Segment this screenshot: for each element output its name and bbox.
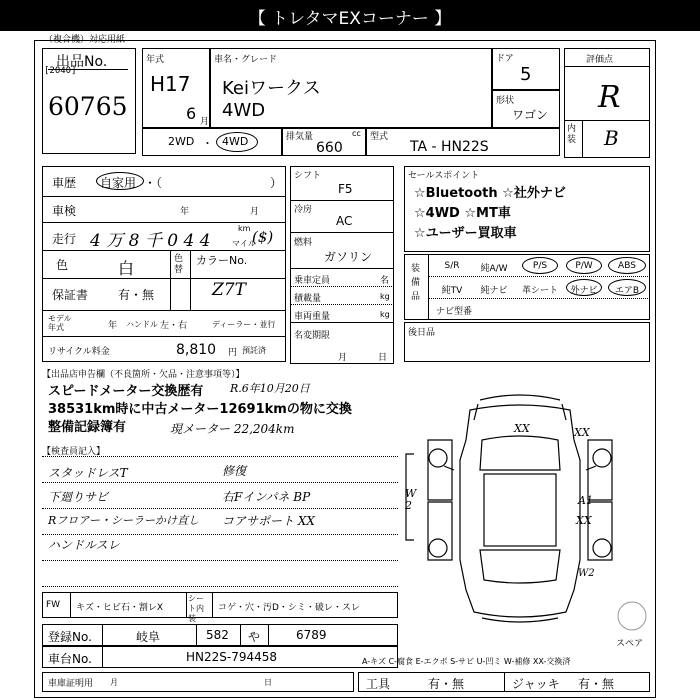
lot-number: 60765 bbox=[48, 92, 128, 121]
displacement-unit: cc bbox=[352, 129, 361, 138]
mileage-unit-mile: マイル bbox=[232, 239, 256, 248]
inspection-month: 月 bbox=[250, 207, 260, 217]
history-paren: ・（ ） bbox=[144, 176, 283, 190]
inspector-label: 【検査員記入】 bbox=[42, 447, 106, 457]
displacement-label: 排気量 bbox=[286, 132, 314, 142]
remarks-line-1: スピードメーター交換歴有 bbox=[48, 384, 204, 399]
equip-extnavi: 外ナビ bbox=[570, 286, 598, 296]
diagram-mark-right-a1: A1 bbox=[578, 494, 593, 507]
mileage-label: 走行 bbox=[52, 232, 77, 246]
lot-tag: [2040] bbox=[44, 66, 77, 76]
body-label: 形状 bbox=[496, 96, 515, 106]
legend: A-キズ C-腐食 E-エクボ S-サビ U-凹ミ W-補修 XX-交換済 bbox=[362, 657, 571, 666]
history-value: 自家用 bbox=[100, 176, 137, 190]
afterparts-box bbox=[404, 322, 650, 362]
certificate-c2: 日 bbox=[264, 678, 272, 687]
colorno-value: Z7T bbox=[212, 280, 246, 300]
remarks-line-3: 整備記録簿有 bbox=[48, 420, 127, 435]
equip-leather: 革シート bbox=[521, 286, 558, 296]
inspection-label: 車検 bbox=[52, 204, 77, 218]
registration-region: 岐阜 bbox=[136, 630, 161, 644]
inspection-year: 年 bbox=[180, 207, 190, 217]
colorno-label: カラーNo. bbox=[196, 254, 248, 267]
aircon-label: 冷房 bbox=[294, 205, 313, 215]
load-unit: kg bbox=[380, 292, 390, 301]
diagram-side-note: W 2 bbox=[405, 487, 417, 512]
equip-pw: P/W bbox=[575, 261, 593, 271]
capacity-unit: 名 bbox=[380, 276, 390, 286]
chassis-label: 車台No. bbox=[48, 652, 92, 666]
drive-2wd: 2WD bbox=[168, 135, 195, 148]
equip-tv: 純TV bbox=[441, 286, 463, 296]
car-name: Keiワークス bbox=[222, 78, 321, 99]
sales-line-3: ☆ユーザー買取車 bbox=[414, 226, 517, 241]
shift-value: F5 bbox=[338, 182, 353, 196]
model-year-year: 年 bbox=[108, 321, 118, 331]
equip-navi-model: ナビ型番 bbox=[436, 307, 473, 317]
equip-abs: ABS bbox=[618, 261, 636, 271]
year-value: H17 bbox=[150, 72, 191, 96]
drive-4wd: 4WD bbox=[222, 135, 249, 148]
history-label: 車歴 bbox=[52, 176, 77, 190]
warranty-value: 有・無 bbox=[118, 288, 155, 302]
weight-label: 車両重量 bbox=[294, 312, 331, 322]
model-value: TA - HN22S bbox=[410, 139, 489, 155]
recycle-unit: 円 bbox=[228, 348, 238, 358]
inspector-left-3: Rフロアー・シーラーかけ直し bbox=[48, 514, 199, 527]
model-label: 型式 bbox=[370, 132, 389, 142]
jack-label: ジャッキ bbox=[512, 677, 560, 691]
year-label: 年式 bbox=[146, 55, 165, 65]
inspector-right-3: コアサポート XX bbox=[222, 514, 315, 528]
shift-label: シフト bbox=[294, 171, 322, 181]
mileage-note: ($) bbox=[252, 228, 274, 246]
registration-number: 6789 bbox=[296, 628, 327, 642]
capacity-label: 乗車定員 bbox=[294, 276, 331, 286]
mileage-unit-km: km bbox=[238, 224, 251, 233]
month-unit: 月 bbox=[200, 117, 210, 127]
seat-label: シート内装 bbox=[188, 594, 204, 623]
certificate-label: 車庫証明用 bbox=[48, 679, 94, 689]
fw-text: キズ・ヒビ石・割レX bbox=[76, 603, 163, 613]
equip-navi: 純ナビ bbox=[480, 286, 508, 296]
fuel-value: ガソリン bbox=[324, 250, 373, 264]
registration-kana: や bbox=[248, 630, 261, 644]
color-value: 白 bbox=[118, 259, 135, 278]
lot-label: 出品No. bbox=[56, 54, 108, 70]
equip-sr: S/R bbox=[444, 261, 460, 271]
diagram-mark-front-right: XX bbox=[574, 426, 590, 439]
handle-value: 左・右 bbox=[160, 321, 188, 331]
body-value: ワゴン bbox=[512, 108, 549, 122]
weight-unit: kg bbox=[380, 310, 390, 319]
remarks-label: 【出品店申告欄（不良箇所・欠品・注意事項等）】 bbox=[42, 370, 245, 380]
mileage-value: 4 万 8 千 0 4 4 bbox=[90, 231, 211, 251]
certificate-c1: 月 bbox=[110, 678, 118, 687]
month-value: 6 bbox=[186, 104, 197, 123]
recycle-note: 預託済 bbox=[242, 346, 266, 355]
score-label: 評価点 bbox=[586, 55, 614, 65]
displacement-value: 660 bbox=[316, 140, 343, 156]
top-note: （複合機）対応用紙 bbox=[44, 35, 126, 45]
fuel-label: 燃料 bbox=[294, 238, 313, 248]
car-label: 車名・グレード bbox=[214, 55, 278, 65]
warranty-label: 保証書 bbox=[52, 288, 89, 302]
dealer-label: ディーラー・並行 bbox=[212, 320, 276, 329]
score-value: R bbox=[598, 80, 621, 115]
inspector-left-1: スタッドレスT bbox=[48, 466, 128, 480]
inspector-right-2: 右Fインパネ BP bbox=[222, 490, 311, 504]
inspector-left-4: ハンドルスレ bbox=[48, 538, 120, 552]
color-label: 色 bbox=[56, 258, 69, 272]
seat-text: コゲ・穴・汚D・シミ・破レ・スレ bbox=[218, 603, 360, 613]
equip-aw: 純A/W bbox=[480, 264, 508, 274]
handle-label: ハンドル bbox=[126, 320, 158, 329]
registration-class: 582 bbox=[206, 628, 229, 642]
sales-label: セールスポイント bbox=[408, 171, 480, 181]
color-change-label: 色替 bbox=[174, 254, 184, 275]
equip-ps: P/S bbox=[532, 261, 548, 271]
load-label: 積載量 bbox=[294, 294, 322, 304]
recycle-value: 8,810 bbox=[176, 342, 217, 358]
diagram-mark-roof: XX bbox=[514, 422, 530, 435]
spare-label: スペア bbox=[616, 639, 644, 649]
aircon-value: AC bbox=[336, 214, 353, 228]
title-change-month: 月 bbox=[338, 353, 348, 363]
jack-value: 有・無 bbox=[578, 677, 615, 691]
title-change-label: 名変期限 bbox=[294, 331, 331, 341]
header-title: 【 トレタマEXコーナー 】 bbox=[248, 9, 452, 29]
recycle-label: リサイクル料金 bbox=[48, 347, 110, 357]
remarks-line-2: 38531km時に中古メーター12691kmの物に交換 bbox=[48, 402, 352, 417]
interior-value: B bbox=[604, 126, 619, 150]
sales-line-2: ☆4WD ☆MT車 bbox=[414, 206, 511, 221]
fw-label: FW bbox=[46, 600, 61, 610]
drive-dot: ・ bbox=[202, 137, 213, 150]
equipment-label: 装備品 bbox=[411, 264, 421, 302]
model-year-label: モデル年式 bbox=[48, 314, 72, 332]
car-grade: 4WD bbox=[222, 100, 266, 121]
doors-value: 5 bbox=[520, 64, 532, 85]
diagram-mark-rear-w2: W2 bbox=[578, 568, 595, 579]
title-change-day: 日 bbox=[378, 353, 388, 363]
afterparts-label: 後日品 bbox=[408, 328, 436, 338]
remarks-line-3-hw: 現メーター 22,204km bbox=[170, 422, 295, 436]
diagram-mark-right-xx: XX bbox=[576, 514, 592, 527]
inspector-right-1: 修復 bbox=[222, 464, 247, 478]
tools-label: 工具 bbox=[366, 677, 391, 691]
inspector-left-2: 下廻りサビ bbox=[48, 490, 109, 504]
interior-label: 内装 bbox=[567, 124, 577, 145]
remarks-line-1-hw: R.6年10月20日 bbox=[230, 382, 310, 395]
sales-line-1: ☆Bluetooth ☆社外ナビ bbox=[414, 186, 566, 201]
doors-label: ドア bbox=[496, 54, 514, 64]
equip-airbag: エアB bbox=[614, 286, 640, 296]
chassis-value: HN22S-794458 bbox=[186, 650, 278, 664]
registration-label: 登録No. bbox=[48, 630, 92, 644]
tools-value: 有・無 bbox=[428, 677, 465, 691]
